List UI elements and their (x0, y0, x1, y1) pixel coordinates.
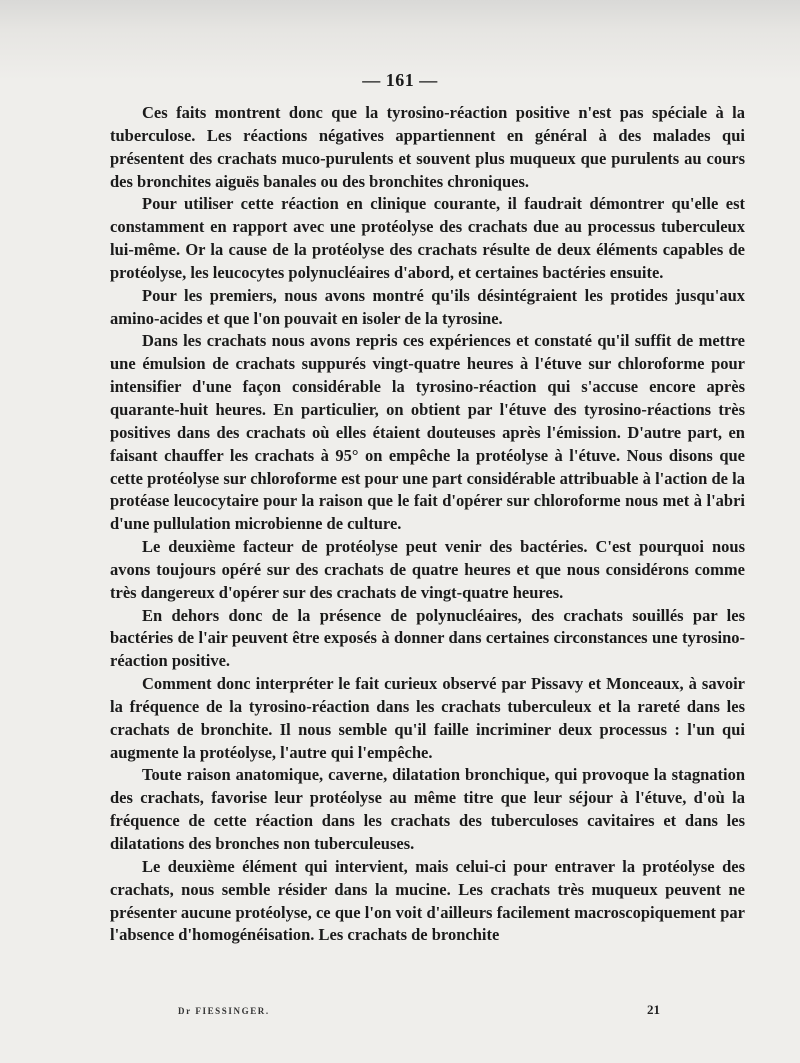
page-number: — 161 — (362, 70, 438, 90)
page-footer (0, 1002, 800, 1022)
paragraph-7: Comment donc interpréter le fait curieux observé par Pissavy et Monceaux, à savoir la fréquence de la tyrosino-réaction dans les crachats tuberculeux et la rareté dans les crachats de bronchite. Il nous semble qu'il faille incriminer deux processus : l'un qui augmente la protéolyse, l'autre qui l'empêche. (110, 674, 745, 762)
paragraph-9: Le deuxième élément qui intervient, mais celui-ci pour entraver la protéolyse des crachats, nous semble résider dans la mucine. Les crachats très muqueux peuvent ne présenter aucune protéolyse, ce que l'on voit d'ailleurs facilement macroscopiquement par l'absence d'homogénéisation. Les crachats de bronchite (110, 856, 745, 945)
paragraph-8: Toute raison anatomique, caverne, dilatation bronchique, qui provoque la stagnation des crachats, favorise leur protéolyse au même titre que leur séjour à l'étuve, d'où la fréquence de cette réaction dans les crachats des tuberculoses cavitaires et dans les dilatations des bronches non tuberculeuses. (110, 765, 745, 853)
footer-signature-mark: 21 (647, 1002, 660, 1017)
body-text (110, 102, 745, 947)
paragraph-2: Pour utiliser cette réaction en clinique courante, il faudrait démontrer qu'elle est constamment en rapport avec une protéolyse des crachats due au processus tuberculeux lui-même. Or la cause de la protéolyse des crachats résulte de deux éléments capables de protéolyse, les leucocytes polynucléaires d'abord, et certaines bactéries ensuite. (110, 194, 745, 282)
paragraph-5: Le deuxième facteur de protéolyse peut venir des bactéries. C'est pourquoi nous avons toujours opéré sur des crachats de quatre heures et que nous considérons comme très dangereux d'opérer sur des crachats de vingt-quatre heures. (110, 537, 745, 602)
paragraph-1: Ces faits montrent donc que la tyrosino-réaction positive n'est pas spéciale à la tuberculose. Les réactions négatives appartiennent en général à des malades qui présentent des crachats muco-purulents et souvent plus muqueux que purulents au cours des bronchites aiguës banales ou des bronchites chroniques. (110, 103, 745, 191)
paragraph-3: Pour les premiers, nous avons montré qu'ils désintégraient les protides jusqu'aux amino-acides et que l'on pouvait en isoler de la tyrosine. (110, 285, 745, 328)
footer-author: Dr FIESSINGER. (178, 1006, 270, 1016)
paragraph-4: Dans les crachats nous avons repris ces expériences et constaté qu'il suffit de mettre une émulsion de crachats suppurés vingt-quatre heures à l'étuve sur chloroforme pour intensifier d'une façon considérable la tyrosino-réaction qui s'accuse encore après quarante-huit heures. En particulier, on obtient par l'étuve des tyrosino-réactions très positives dans des crachats où elles étaient douteuses après l'émission. D'autre part, en faisant chauffer les crachats à 95° on empêche la protéolyse à l'étuve. Nous disons que cette protéolyse sur chloroforme est pour une part considérable attribuable à l'action de la protéase leucocytaire pour la raison que le fait d'opérer sur chloroforme nous met à l'abri d'une pullulation microbienne de culture. (110, 331, 745, 534)
paragraph-6: En dehors donc de la présence de polynucléaires, des crachats souillés par les bactéries de l'air peuvent être exposés à donner dans certaines circonstances une tyrosino-réaction positive. (110, 605, 745, 671)
